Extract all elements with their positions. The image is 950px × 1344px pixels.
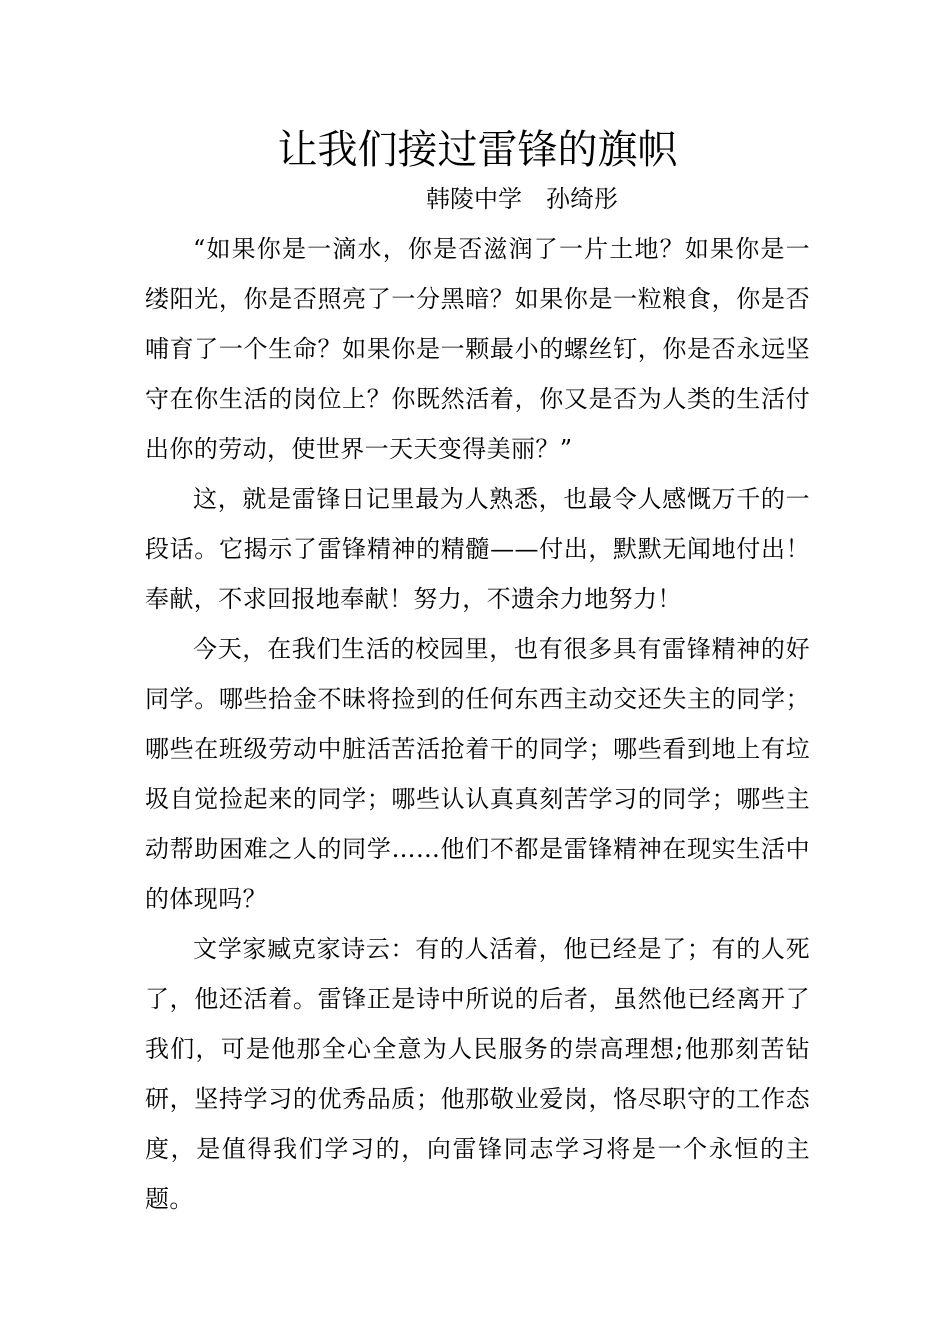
document-body: [145, 224, 810, 1224]
document-page: [145, 122, 810, 1224]
author-name: 孙绮彤: [546, 185, 618, 213]
paragraph-4: 文学家臧克家诗云：有的人活着，他已经是了；有的人死了，他还活着。雷锋正是诗中所说的后者，虽然他已经离开了我们，可是他那全心全意为人民服务的崇高理想;他那刻苦钻研，坚持学习的优秀品质；他那敬业爱岗，恪尽职守的工作态度，是值得我们学习的，向雷锋同志学习将是一个永恒的主题。: [145, 935, 810, 1213]
paragraph-3: 今天，在我们生活的校园里，也有很多具有雷锋精神的好同学。哪些拾金不昧将捡到的任何东西主动交还失主的同学；哪些在班级劳动中脏活苦活抢着干的同学；哪些看到地上有垃圾自觉捡起来的同学；哪些认认真真刻苦学习的同学；哪些主动帮助困难之人的同学……他们不都是雷锋精神在现实生活中的体现吗？: [145, 635, 810, 913]
paragraph-2: 这，就是雷锋日记里最为人熟悉，也最令人感慨万千的一段话。它揭示了雷锋精神的精髓——付出，默默无闻地付出！奉献，不求回报地奉献！努力，不遗余力地努力！: [145, 485, 810, 613]
byline: [145, 182, 810, 216]
school-name: 韩陵中学: [426, 185, 522, 213]
document-title: 让我们接过雷锋的旗帜: [277, 127, 678, 173]
paragraph-1: “如果你是一滴水，你是否滋润了一片土地？如果你是一缕阳光，你是否照亮了一分黑暗？如果你是一粒粮食，你是否哺育了一个生命？如果你是一颗最小的螺丝钉，你是否永远坚守在你生活的岗位上？你既然活着，你又是否为人类的生活付出你的劳动，使世界一天天变得美丽？”: [145, 235, 810, 463]
